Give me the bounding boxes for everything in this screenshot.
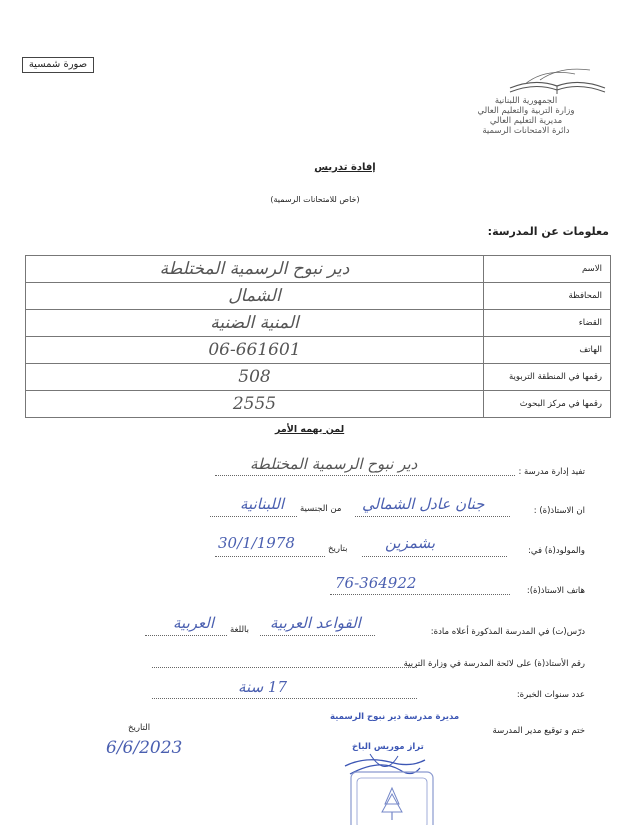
teacher-phone-value: 76-364922 [335, 574, 417, 592]
experience-dotted-line [152, 698, 417, 699]
teacher-number-label: رقم الأستاذ(ة) على لائحة المدرسة في وزارة التربية [403, 659, 585, 669]
director-signature-label: ختم و توقيع مدير المدرسة [492, 726, 585, 736]
date-sign-label: التاريخ [128, 723, 151, 733]
school-dotted-line [215, 475, 515, 476]
school-seal-icon [347, 768, 437, 825]
subject-dotted-line [260, 635, 375, 636]
table-row [26, 364, 611, 391]
edu-region-number-value: 508 [26, 364, 484, 391]
research-center-number-label: رقمها في مركز البحوث [484, 391, 611, 418]
experience-years-label: عدد سنوات الخبرة: [516, 690, 585, 700]
school-info-heading: معلومات عن المدرسة: [487, 225, 609, 238]
taught-subject-label: درّس(ت) في المدرسة المذكورة أعلاه مادة: [430, 627, 585, 637]
birthplace-dotted-line [362, 556, 507, 557]
experience-years-value: 17 سنة [238, 678, 287, 696]
header-line: دائرة الامتحانات الرسمية [482, 126, 570, 136]
school-row-label: تفيد إدارة مدرسة : [518, 467, 585, 477]
teacher-phone-label: هاتف الاستاذ(ة): [526, 586, 585, 596]
table-row [26, 337, 611, 364]
edu-region-number-label: رقمها في المنطقة التربوية [484, 364, 611, 391]
district-label: القضاء [484, 310, 611, 337]
table-row [26, 391, 611, 418]
language-label: باللغة [230, 625, 250, 635]
header-line: الجمهورية اللبنانية [494, 96, 558, 106]
stamp-line-1: مديرة مدرسة دير نبوح الرسمية [330, 712, 460, 722]
to-whom-heading: لمن يهمه الأمر [275, 424, 345, 435]
taught-subject-value: القواعد العربية [270, 614, 361, 632]
phone-dotted-line [330, 594, 510, 595]
language-value: العربية [173, 614, 214, 632]
research-center-number-value: 2555 [26, 391, 484, 418]
date-label: بتاريخ [328, 544, 348, 554]
photo-box: صورة شمسية [22, 57, 94, 73]
phone-value: 06-661601 [26, 337, 484, 364]
birthplace-value: بشمزين [385, 534, 436, 552]
stamp-line-2: تراز موريس الباخ [352, 742, 424, 752]
nationality-value: اللبنانية [240, 495, 285, 513]
school-info-table [25, 255, 611, 418]
governorate-value: الشمال [26, 283, 484, 310]
table-row [26, 310, 611, 337]
born-label: والمولود(ة) في: [528, 546, 585, 556]
school-row-value: دير نبوح الرسمية المختلطة [250, 455, 418, 473]
teacher-dotted-line [355, 516, 510, 517]
header-line: وزارة التربية والتعليم العالي [477, 106, 575, 116]
table-row [26, 256, 611, 283]
number-dotted-line [152, 667, 417, 668]
teacher-label: ان الاستاذ(ة) : [533, 506, 585, 516]
date-sign-value: 6/6/2023 [106, 738, 183, 758]
form-subtitle: (خاص للامتحانات الرسمية) [270, 195, 360, 204]
form-title: إفادة تدريس [314, 162, 376, 173]
nationality-dotted-line [210, 516, 297, 517]
governorate-label: المحافظة [484, 283, 611, 310]
header-line: مديرية التعليم العالي [489, 116, 563, 126]
table-row [26, 283, 611, 310]
ministry-header [451, 96, 601, 136]
district-value: المنية الضنية [26, 310, 484, 337]
phone-label: الهاتف [484, 337, 611, 364]
school-name-label: الاسم [484, 256, 611, 283]
birth-date-value: 30/1/1978 [218, 534, 295, 552]
ministry-logo-icon [505, 64, 610, 96]
nationality-label: من الجنسية [300, 504, 342, 514]
language-dotted-line [145, 635, 227, 636]
date-dotted-line [215, 556, 325, 557]
school-name-value: دير نبوح الرسمية المختلطة [26, 256, 484, 283]
teacher-value: جنان عادل الشمالي [362, 495, 485, 513]
